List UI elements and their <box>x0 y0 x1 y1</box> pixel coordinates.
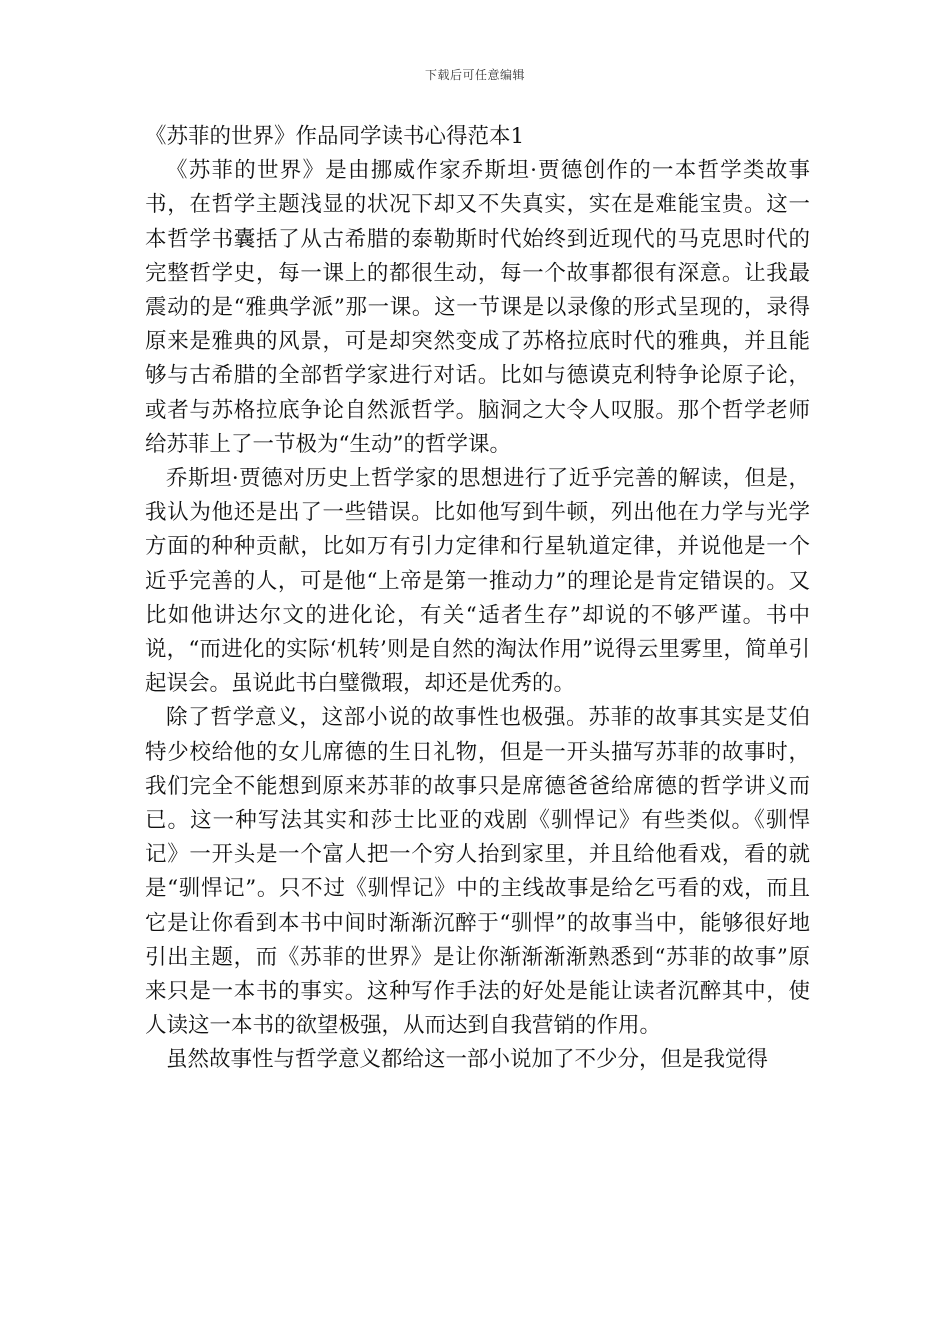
header-note: 下载后可任意编辑 <box>424 68 525 82</box>
paragraph-4: 虽然故事性与哲学意义都给这一部小说加了不少分，但是我觉得 <box>166 1047 769 1073</box>
paragraph-1: 《苏菲的世界》是由挪威作家乔斯坦·贾德创作的一本哲学类故事书，在哲学主题浅显的状况下却又不失真实，实在是难能宝贵。这一本哲学书囊括了从古希腊的泰勒斯时代始终到近现代的马克思时代的完整哲学史，每一课上的都很生动，每一个故事都很有深意。让我最震动的是“雅典学派”那一课。这一节课是以录像的形式呈现的，录得原来是雅典的风景，可是却突然变成了苏格拉底时代的雅典，并且能够与古希腊的全部哲学家进行对话。比如与德谟克利特争论原子论，或者与苏格拉底争论自然派哲学。脑洞之大令人叹服。那个哲学老师给苏菲上了一节极为“生动”的哲学课。 <box>145 158 810 457</box>
paragraph-3: 除了哲学意义，这部小说的故事性也极强。苏菲的故事其实是艾伯特少校给他的女儿席德的生日礼物，但是一开头描写苏菲的故事时，我们完全不能想到原来苏菲的故事只是席德爸爸给席德的哲学讲义而已。这一种写法其实和莎士比亚的戏剧《驯悍记》有些类似。《驯悍记》一开头是一个富人把一个穷人抬到家里，并且给他看戏，看的就是“驯悍记”。只不过《驯悍记》中的主线故事是给乞丐看的戏，而且它是让你看到本书中间时渐渐沉醉于“驯悍”的故事当中，能够很好地引出主题，而《苏菲的世界》是让你渐渐渐渐熟悉到“苏菲的故事”原来只是一本书的事实。这种写作手法的好处是能让读者沉醉其中，使人读这一本书的欲望极强，从而达到自我营销的作用。 <box>145 705 810 1039</box>
document-title: 《苏菲的世界》作品同学读书心得范本1 <box>145 124 525 149</box>
document-body <box>145 120 810 1078</box>
paragraph-2: 乔斯坦·贾德对历史上哲学家的思想进行了近乎完善的解读，但是，我认为他还是出了一些错误。比如他写到牛顿，列出他在力学与光学方面的种种贡献，比如万有引力定律和行星轨道定律，并说他是一个近乎完善的人，可是他“上帝是第一推动力”的理论是肯定错误的。又比如他讲达尔文的进化论，有关“适者生存”却说的不够严谨。书中说，“而进化的实际‘机转’则是自然的淘汰作用”说得云里雾里，简单引起误会。虽说此书白璧微瑕，却还是优秀的。 <box>145 466 810 697</box>
